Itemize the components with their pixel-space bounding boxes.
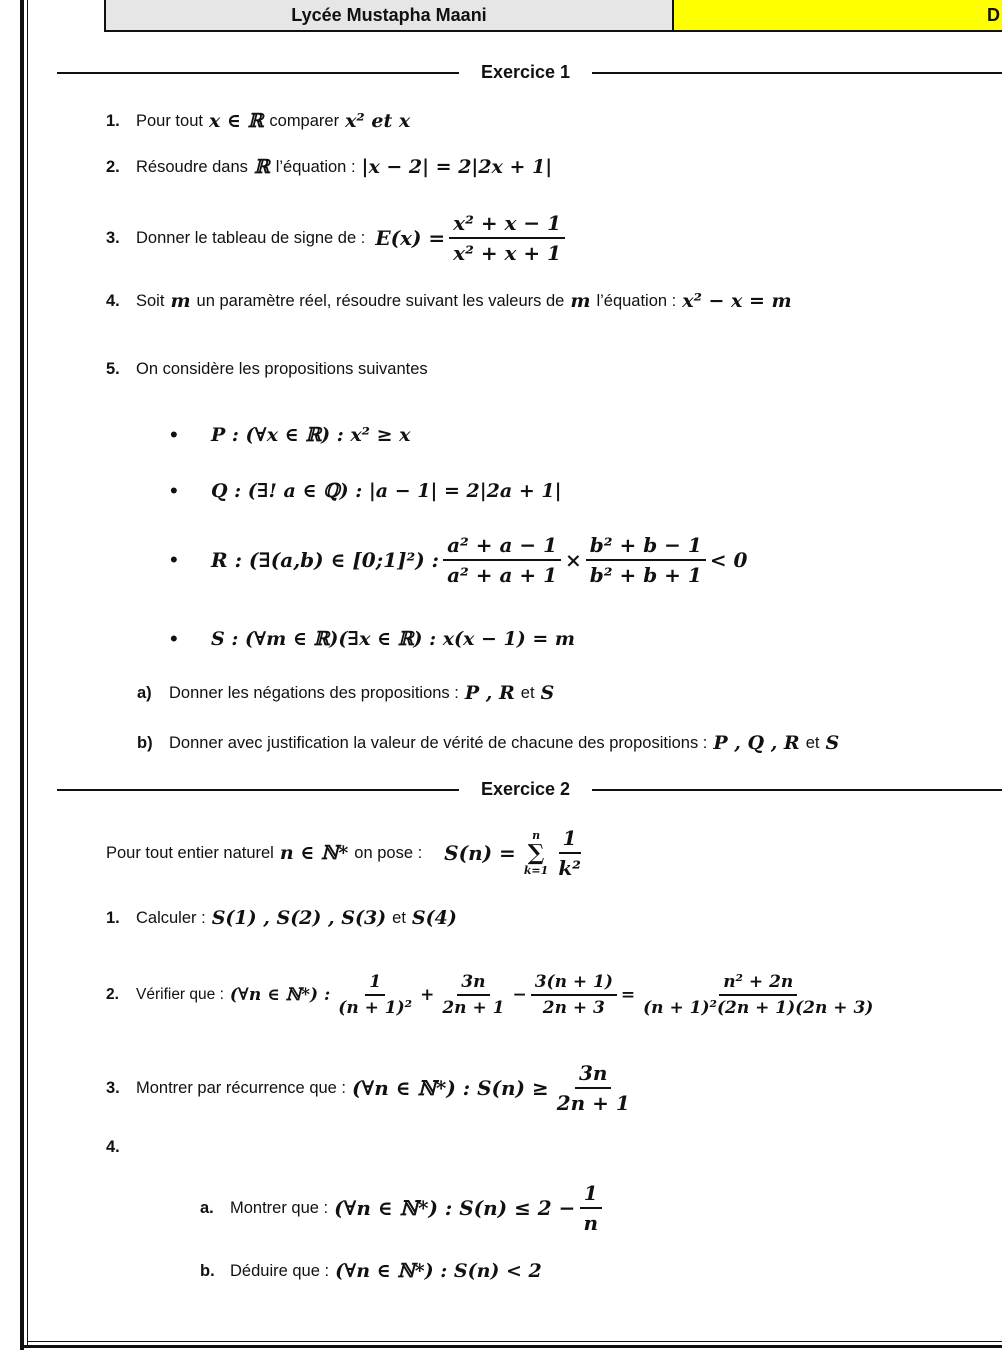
fraction: [553, 1061, 634, 1115]
question-text: Donner le tableau de signe de :: [136, 228, 366, 247]
math-expression: S(1) , S(2) , S(3): [211, 907, 387, 929]
divider-right: [592, 789, 1002, 791]
proposition-r: [170, 530, 747, 590]
page-frame-bottom: [20, 1345, 1002, 1348]
fraction: [639, 972, 877, 1018]
quantifier: (∀n ∈ ℕ*) :: [229, 985, 331, 1005]
numerator: 3n: [457, 972, 489, 996]
ex2-question-2: [106, 960, 881, 1030]
question-text: et: [520, 683, 535, 702]
question-text: Vérifier que :: [136, 986, 224, 1003]
intro-text: Pour tout entier naturel: [106, 843, 274, 862]
ex2-question-4b: [200, 1254, 548, 1288]
divider-right: [592, 72, 1002, 74]
expression-rhs: < 0: [709, 548, 748, 572]
denominator: b² + b + 1: [589, 563, 702, 587]
math-variable: m: [570, 290, 591, 312]
exercise-2-title: Exercice 2: [480, 779, 571, 799]
question-text: Donner les négations des propositions :: [169, 683, 459, 702]
numerator: 1: [559, 826, 581, 854]
denominator: x² + x + 1: [453, 241, 562, 265]
fraction: [438, 972, 508, 1018]
question-number: 4.: [106, 291, 120, 310]
math-expression: Q : (∃! a ∈ ℚ) : |a − 1| = 2|2a + 1|: [211, 480, 562, 502]
page-frame-left: [20, 0, 24, 1350]
sub-question-label: a): [137, 683, 152, 702]
plus-operator: +: [420, 985, 435, 1005]
math-expression: S(4): [411, 907, 457, 929]
question-number: 2.: [106, 157, 120, 176]
denominator: a² + a + 1: [447, 563, 558, 587]
ex1-question-2: [106, 152, 558, 182]
question-text: Soit: [136, 291, 165, 310]
question-number: 1.: [106, 111, 120, 130]
math-expression: S : (∀m ∈ ℝ)(∃x ∈ ℝ) : x(x − 1) = m: [211, 628, 575, 650]
question-text: l’équation :: [596, 291, 677, 310]
inequality-lhs: (∀n ∈ ℕ*) : S(n) ≤ 2 −: [334, 1196, 576, 1220]
denominator: 2n + 1: [556, 1091, 630, 1115]
proposition-q: [170, 474, 568, 508]
ex2-intro: [106, 822, 589, 884]
fraction: [554, 826, 585, 880]
denominator: (n + 1)²: [338, 998, 413, 1018]
bullet-icon: •: [170, 626, 178, 651]
question-text: l’équation :: [275, 157, 356, 176]
exercise-1-title: Exercice 1: [480, 62, 571, 82]
equation-lhs: S(n) =: [444, 841, 516, 865]
question-text: Résoudre dans: [136, 157, 248, 176]
math-expression: P , R: [464, 682, 515, 704]
equation-lhs: E(x) =: [375, 226, 446, 250]
numerator: n² + 2n: [719, 972, 797, 996]
bullet-icon: •: [170, 547, 178, 572]
question-text: comparer: [269, 111, 340, 130]
math-expression: [230, 972, 881, 1018]
sum-symbol: [524, 829, 549, 877]
question-text: Donner avec justification la valeur de vérité de chacune des propositions :: [169, 733, 708, 752]
fraction: [579, 1181, 602, 1235]
question-text: Calculer :: [136, 908, 206, 927]
numerator: 3(n + 1): [531, 972, 617, 996]
question-text: Pour tout: [136, 111, 203, 130]
bullet-icon: •: [170, 422, 178, 447]
math-expression: n ∈ ℕ*: [279, 842, 349, 864]
intro-text: on pose :: [354, 843, 423, 862]
fraction: [449, 211, 565, 265]
math-expression: x ∈ ℝ: [208, 110, 264, 132]
proposition-s: [170, 622, 581, 656]
math-expression: [444, 826, 589, 880]
fraction: [443, 533, 561, 587]
numerator: a² + a − 1: [443, 533, 561, 561]
inequality-lhs: (∀n ∈ ℕ*) : S(n) ≥: [352, 1076, 549, 1100]
expression-lhs: R : (∃(a,b) ∈ [0;1]²) :: [211, 548, 440, 572]
proposition-p: [170, 418, 416, 452]
math-expression: [352, 1061, 638, 1115]
ex2-question-3: [106, 1058, 638, 1118]
math-expression: S: [540, 682, 555, 704]
numerator: 3n: [575, 1061, 611, 1089]
math-expression: |x − 2| = 2|2x + 1|: [361, 156, 553, 178]
sigma-icon: ∑: [527, 840, 545, 866]
divider-left: [57, 789, 459, 791]
math-expression: P , Q , R: [713, 732, 800, 754]
ex1-question-5b: [137, 729, 845, 757]
math-expression: S: [825, 732, 840, 754]
math-expression: x² et x: [345, 110, 411, 132]
header-school: Lycée Mustapha Maani: [104, 0, 674, 32]
exercise-2-heading: [57, 777, 1002, 801]
sum-upper-bound: n: [532, 829, 541, 842]
page-frame-left-inner: [27, 0, 28, 1345]
question-text: On considère les propositions suivantes: [136, 359, 428, 378]
question-text: Montrer par récurrence que :: [136, 1078, 347, 1097]
times-operator: ×: [565, 548, 582, 572]
question-number: 5.: [106, 359, 120, 378]
ex1-question-3: [106, 208, 569, 268]
question-text: et: [805, 733, 820, 752]
sum-lower-bound: k=1: [523, 864, 549, 877]
math-expression: [334, 1181, 606, 1235]
question-text: un paramètre réel, résoudre suivant les valeurs de: [196, 291, 565, 310]
math-expression: x² − x = m: [682, 290, 792, 312]
question-number: 4.: [106, 1137, 120, 1156]
question-number: 3.: [106, 1078, 120, 1097]
question-text: Montrer que :: [230, 1198, 329, 1217]
fraction: [334, 972, 416, 1018]
ex1-question-5a: [137, 679, 560, 707]
math-expression: P : (∀x ∈ ℝ) : x² ≥ x: [211, 424, 411, 446]
ex1-question-4: [106, 286, 798, 316]
minus-operator: −: [512, 985, 527, 1005]
bullet-icon: •: [170, 478, 178, 503]
ex1-question-1: [106, 107, 416, 135]
ex2-question-4: [106, 1134, 136, 1160]
denominator: 2n + 3: [542, 998, 605, 1018]
numerator: 1: [580, 1181, 602, 1209]
numerator: x² + x − 1: [449, 211, 565, 239]
question-text: et: [392, 908, 406, 927]
sub-question-label: b): [137, 733, 153, 752]
denominator: k²: [558, 856, 581, 880]
math-expression: [375, 211, 569, 265]
fraction: [586, 533, 706, 587]
math-variable: m: [170, 290, 191, 312]
fraction: [531, 972, 617, 1018]
denominator: 2n + 1: [442, 998, 505, 1018]
equals-operator: =: [620, 985, 636, 1005]
numerator: b² + b − 1: [586, 533, 706, 561]
sub-question-label: b.: [200, 1261, 215, 1280]
ex2-question-1: [106, 901, 463, 935]
page-frame-bottom-inner: [27, 1341, 1002, 1342]
header-right: D: [672, 0, 1002, 32]
ex1-question-5: [106, 356, 428, 382]
question-number: 2.: [106, 986, 119, 1003]
numerator: 1: [365, 972, 385, 996]
math-expression: ℝ: [253, 156, 270, 178]
question-text: Déduire que :: [230, 1261, 330, 1280]
sub-question-label: a.: [200, 1198, 214, 1217]
exercise-1-heading: [57, 60, 1002, 84]
question-number: 1.: [106, 908, 120, 927]
ex2-question-4a: [200, 1178, 606, 1238]
math-expression: [211, 533, 747, 587]
math-expression: (∀n ∈ ℕ*) : S(n) < 2: [335, 1260, 542, 1282]
denominator: (n + 1)²(2n + 1)(2n + 3): [643, 998, 874, 1018]
question-number: 3.: [106, 228, 120, 247]
denominator: n: [583, 1211, 598, 1235]
divider-left: [57, 72, 459, 74]
